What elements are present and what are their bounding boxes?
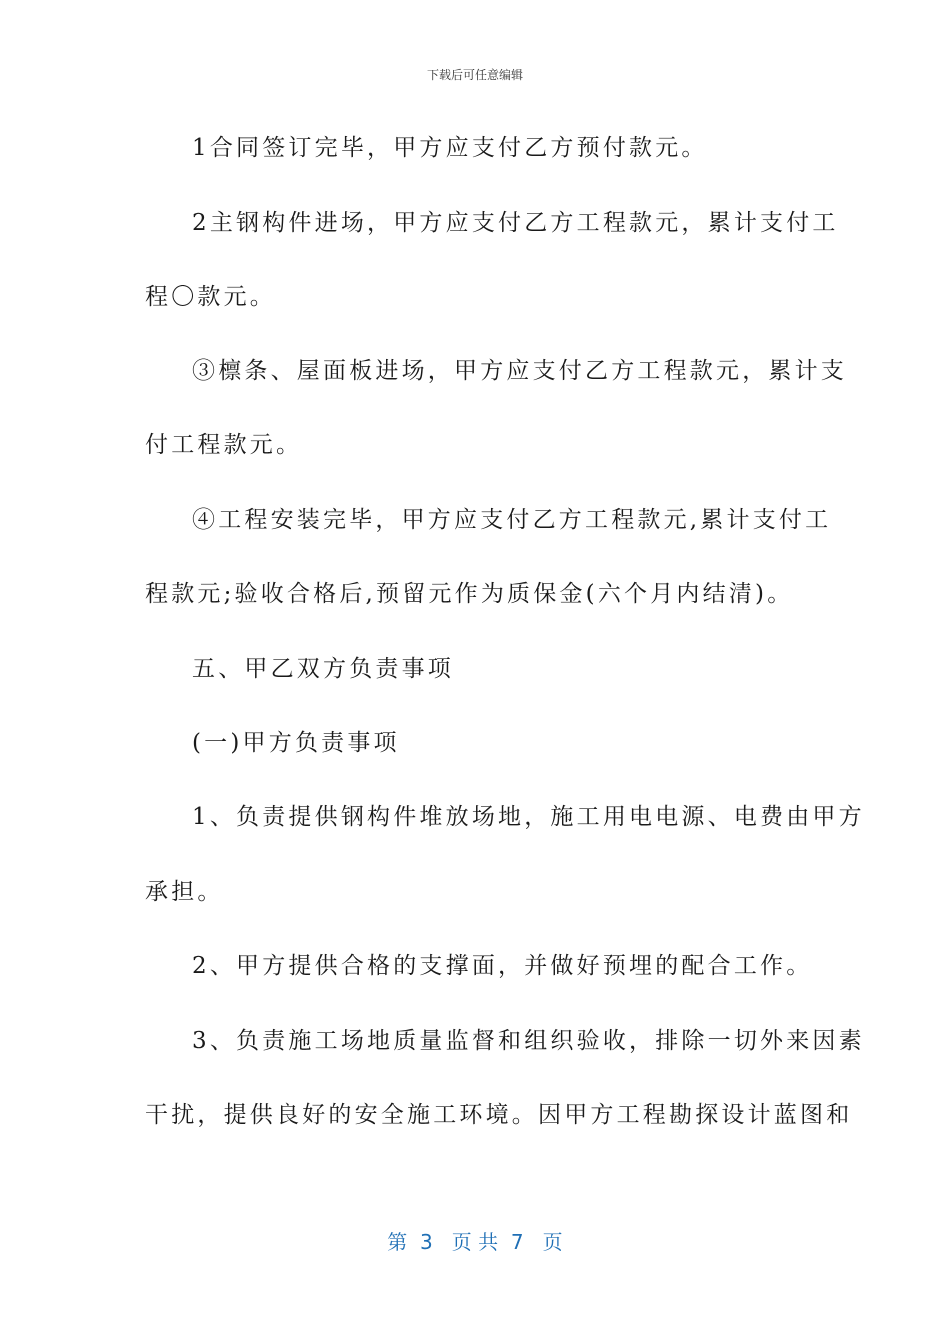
paragraph-line: 1合同签订完毕，甲方应支付乙方预付款元。 — [192, 135, 708, 161]
paragraph-line: 2、甲方提供合格的支撑面，并做好预埋的配合工作。 — [192, 953, 813, 979]
paragraph-line: 干扰，提供良好的安全施工环境。因甲方工程勘探设计蓝图和 — [145, 1102, 853, 1128]
paragraph-line: 程款元;验收合格后,预留元作为质保金(六个月内结清)。 — [145, 581, 794, 607]
paragraph-line: 付工程款元。 — [145, 432, 303, 458]
paragraph-line: ③檩条、屋面板进场，甲方应支付乙方工程款元，累计支 — [192, 358, 847, 384]
paragraph-line: 承担。 — [145, 879, 224, 905]
paragraph-line: 程〇款元。 — [145, 284, 276, 310]
page-number-footer: 第 3 页 共 7 页 — [387, 1230, 563, 1254]
header-note: 下载后可任意编辑 — [426, 68, 523, 82]
paragraph-line: 1、负责提供钢构件堆放场地，施工用电电源、电费由甲方 — [192, 804, 865, 830]
subsection-heading: (一)甲方负责事项 — [192, 730, 400, 756]
paragraph-line: ④工程安装完毕，甲方应支付乙方工程款元,累计支付工 — [192, 507, 832, 533]
paragraph-line: 3、负责施工场地质量监督和组织验收，排除一切外来因素 — [192, 1028, 865, 1054]
section-heading: 五、甲乙双方负责事项 — [192, 656, 454, 682]
paragraph-line: 2主钢构件进场，甲方应支付乙方工程款元，累计支付工 — [192, 210, 839, 236]
